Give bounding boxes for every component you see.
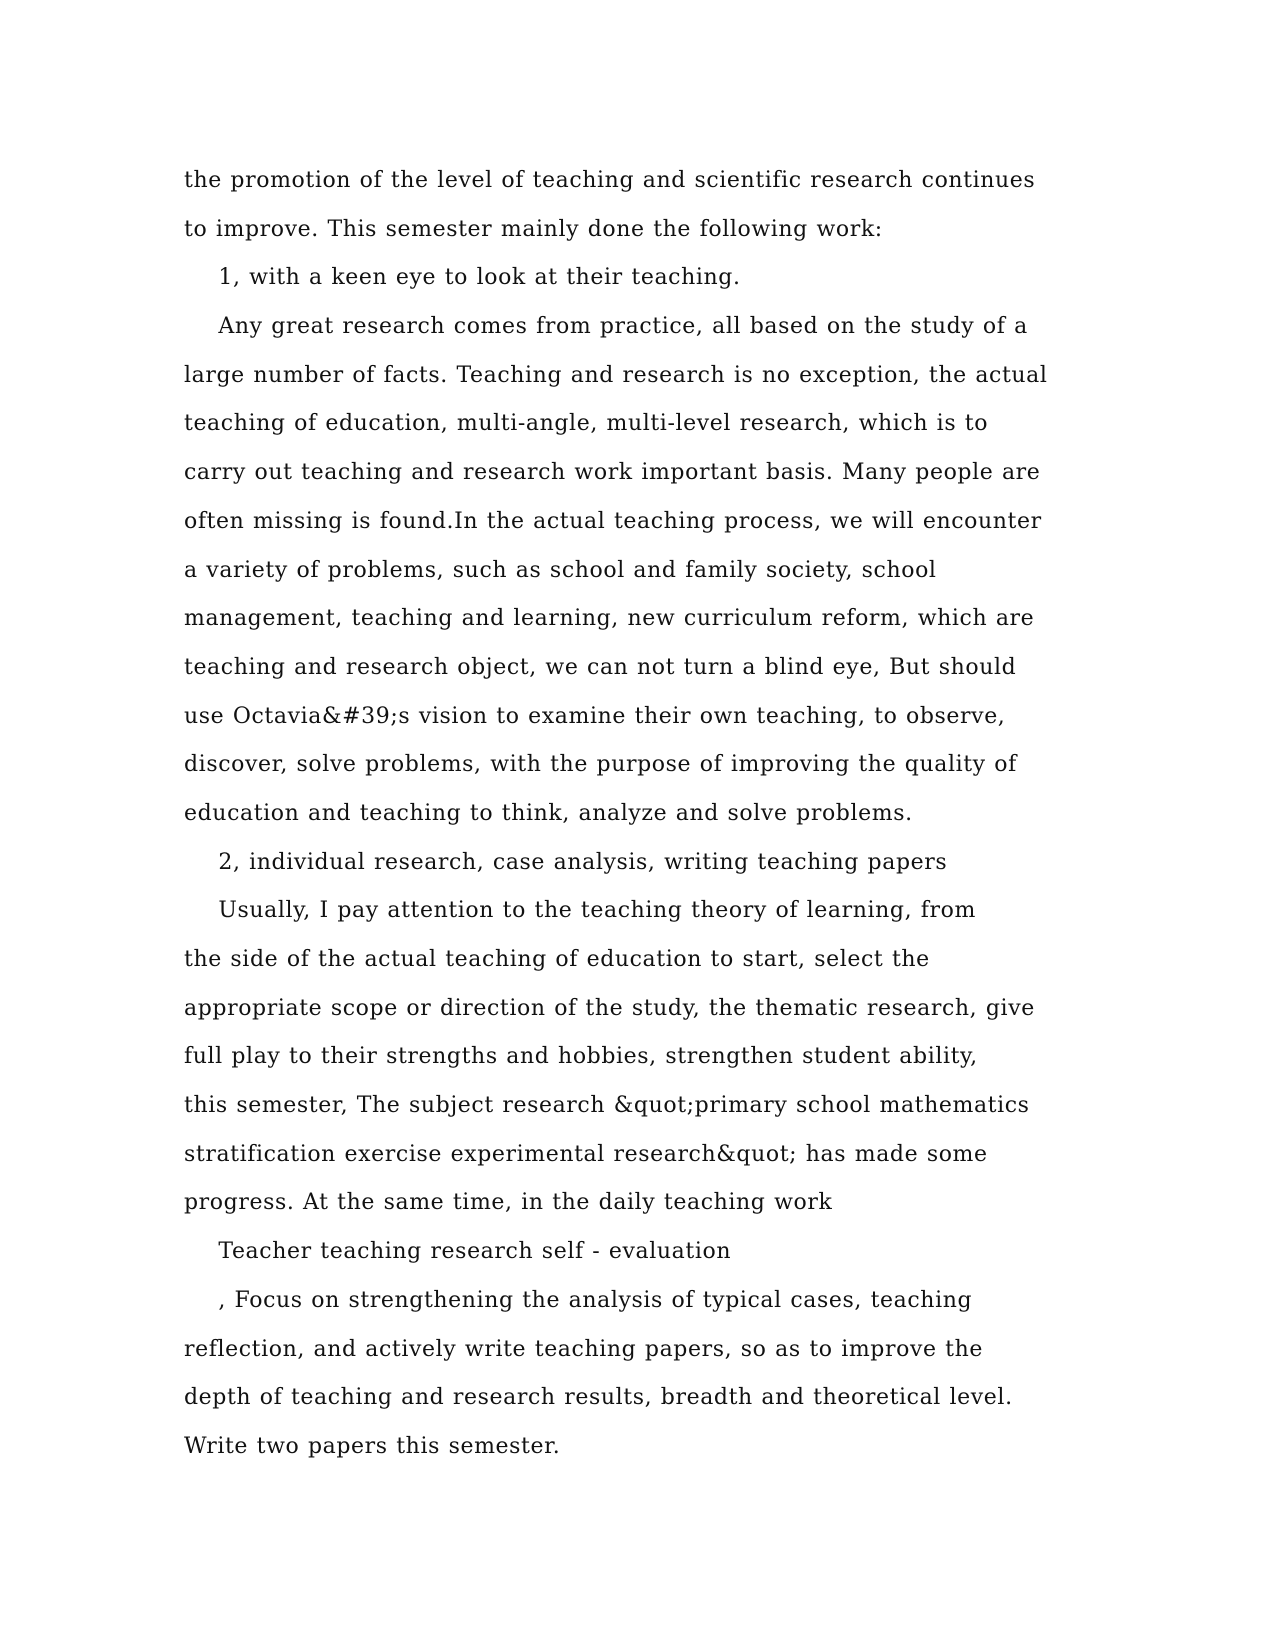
text-line: the side of the actual teaching of education to start, select the: [184, 947, 930, 972]
text-line: full play to their strengths and hobbies, strengthen student ability,: [184, 1044, 978, 1070]
text-line: depth of teaching and research results, breadth and theoretical level.: [184, 1385, 1013, 1411]
text-line: this semester, The subject research &quot;primary school mathematics: [184, 1093, 1030, 1119]
text-line: , Focus on strengthening the analysis of typical cases, teaching: [184, 1287, 973, 1313]
text-line: a variety of problems, such as school and family society, school: [184, 557, 937, 583]
text-line: use Octavia&#39;s vision to examine their own teaching, to observe,: [184, 703, 1006, 729]
text-line: large number of facts. Teaching and research is no exception, the actual: [184, 362, 1048, 388]
text-line: management, teaching and learning, new curriculum reform, which are: [184, 606, 1035, 632]
text-line: discover, solve problems, with the purpose of improving the quality of: [184, 752, 1017, 778]
text-line: education and teaching to think, analyze and solve problems.: [184, 800, 913, 826]
text-line: appropriate scope or direction of the study, the thematic research, give: [184, 995, 1035, 1021]
text-line: the promotion of the level of teaching and scientific research continues: [184, 168, 1036, 193]
text-line: 1, with a keen eye to look at their teaching.: [184, 265, 741, 291]
text-line: to improve. This semester mainly done the following work:: [184, 216, 883, 242]
text-line: Any great research comes from practice, all based on the study of a: [184, 314, 1028, 340]
text-line: stratification exercise experimental research&quot; has made some: [184, 1141, 988, 1167]
body-text: [184, 157, 1104, 1472]
text-line: Write two papers this semester.: [184, 1433, 561, 1459]
text-line: 2, individual research, case analysis, writing teaching papers: [184, 849, 948, 875]
text-line: carry out teaching and research work important basis. Many people are: [184, 460, 1041, 486]
text-line: Teacher teaching research self - evaluation: [184, 1239, 732, 1265]
text-line: reflection, and actively write teaching papers, so as to improve the: [184, 1336, 984, 1362]
text-line: progress. At the same time, in the daily teaching work: [184, 1190, 833, 1216]
text-line: teaching of education, multi-angle, multi-level research, which is to: [184, 411, 989, 437]
text-line: Usually, I pay attention to the teaching theory of learning, from: [184, 898, 976, 924]
text-line: teaching and research object, we can not turn a blind eye, But should: [184, 654, 1017, 680]
text-line: often missing is found.In the actual teaching process, we will encounter: [184, 508, 1042, 534]
